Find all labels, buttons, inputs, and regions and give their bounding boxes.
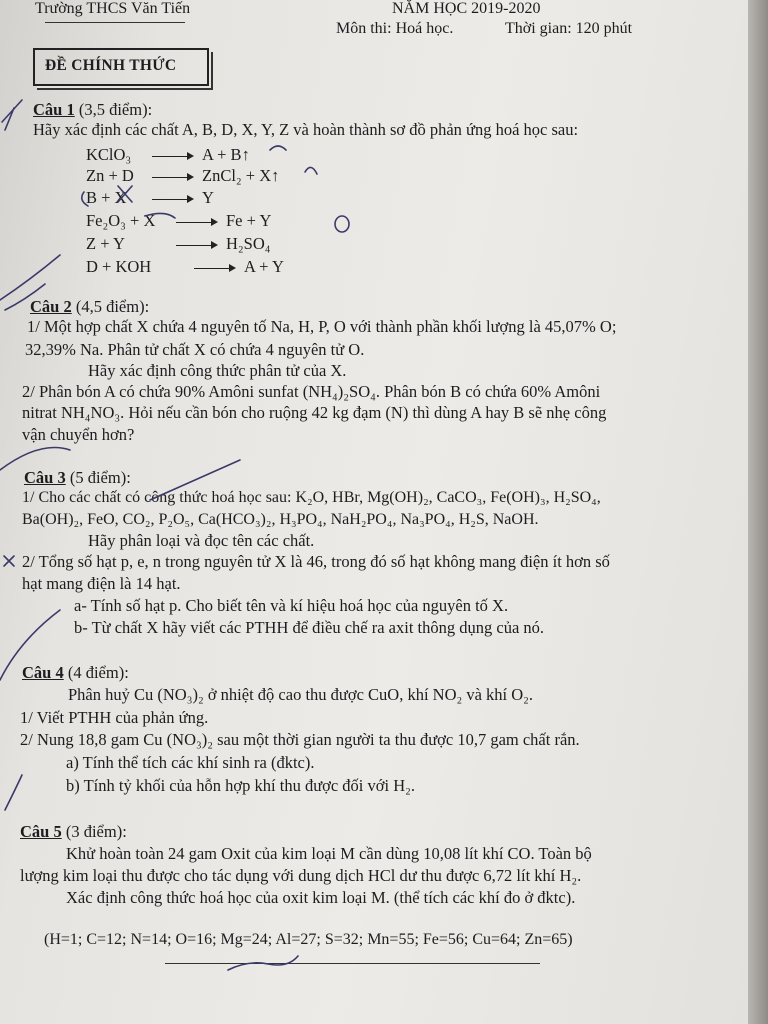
q2-line-2: 32,39% Na. Phân tử chất X có chứa 4 nguyên tử O. [25,340,365,359]
q5-line-1: Khử hoàn toàn 24 gam Oxit của kim loại M cần dùng 10,08 lít khí CO. Toàn bộ [66,844,592,863]
reaction-6: D + KOH A + Y [86,257,284,276]
q2-title: Câu 2 [30,297,72,316]
reaction-3: B + X Y [86,188,214,207]
reaction-2: Zn + D ZnCl₂ + X↑ [86,166,280,185]
reaction-4: Fe₂O₃ + X Fe + Y [86,211,272,230]
q5-line-3: Xác định công thức hoá học của oxit kim loại M. (thể tích các khí đo ở đktc). [66,888,576,907]
school-name: Trường THCS Văn Tiến [35,0,191,17]
q3-line-3: Hãy phân loại và đọc tên các chất. [88,531,315,550]
atomic-masses: (H=1; C=12; N=14; O=16; Mg=24; Al=27; S=32; Mn=55; Fe=56; Cu=64; Zn=65) [44,931,573,948]
q2-line-5: nitrat NH₄NO₃. Hỏi nếu cần bón cho ruộng 42 kg đạm (N) thì dùng A hay B sẽ nhẹ công [22,403,607,422]
reaction-5: Z + Y H₂SO₄ [86,234,271,253]
q3-title: Câu 3 [24,468,66,487]
q2-line-6: vận chuyển hơn? [22,425,135,444]
q4-line-5: b) Tính tỷ khối của hỗn hợp khí thu được đối với H₂. [66,776,415,795]
q1-heading [33,101,152,120]
exam-subject: Môn thi: Hoá học. [336,20,454,37]
q3-points: (5 điểm): [69,468,131,487]
q1-title: Câu 1 [33,100,75,119]
page-edge-shadow [748,0,768,1024]
q3-line-2: Ba(OH)₂, FeO, CO₂, P₂O₅, Ca(HCO₃)₂, H₃PO₄, NaH₂PO₄, Na₃PO₄, H₂S, NaOH. [22,511,539,528]
official-label: ĐỀ CHÍNH THỨC [45,57,177,74]
q2-points: (4,5 điểm): [75,297,150,316]
reaction-arrow [152,151,194,161]
q4-line-1: Phân huỷ Cu (NO₃)₂ ở nhiệt độ cao thu được CuO, khí NO₂ và khí O₂. [68,685,534,704]
q4-line-4: a) Tính thể tích các khí sinh ra (đktc). [66,753,315,772]
q5-line-2: lượng kim loại thu được cho tác dụng với dung dịch HCl dư thu được 6,72 lít khí H₂. [20,866,582,885]
q1-intro: Hãy xác định các chất A, B, D, X, Y, Z và hoàn thành sơ đồ phản ứng hoá học sau: [33,120,579,139]
reaction-arrow [176,217,218,227]
q3-line-5: hạt mang điện là 14 hạt. [22,574,181,593]
reaction-arrow [152,172,194,182]
exam-time: Thời gian: 120 phút [505,20,633,37]
reaction-arrow [152,194,194,204]
q3-heading [24,469,131,488]
q2-line-3: Hãy xác định công thức phân tử của X. [88,361,347,380]
q4-line-2: 1/ Viết PTHH của phản ứng. [20,708,209,727]
q4-title: Câu 4 [22,663,64,682]
q4-line-3: 2/ Nung 18,8 gam Cu (NO₃)₂ sau một thời gian người ta thu được 10,7 gam chất rắn. [20,730,580,749]
q2-heading [30,298,149,317]
q3-line-7: b- Từ chất X hãy viết các PTHH để điều chế ra axit thông dụng của nó. [74,618,545,637]
q4-points: (4 điểm): [67,663,129,682]
q5-points: (3 điểm): [65,822,127,841]
footer-rule [165,963,540,964]
reaction-1: KClO₃ A + B↑ [86,145,250,164]
q2-line-4: 2/ Phân bón A có chứa 90% Amôni sunfat (NH₄)₂SO₄. Phân bón B có chứa 60% Amôni [22,382,601,401]
q3-line-6: a- Tính số hạt p. Cho biết tên và kí hiệu hoá học của nguyên tố X. [74,596,509,615]
reaction-arrow [176,240,218,250]
q1-points: (3,5 điểm): [78,100,153,119]
reaction-arrow [194,263,236,273]
q4-heading [22,664,129,683]
school-year: NĂM HỌC 2019-2020 [392,0,541,17]
school-underline [45,22,185,23]
q5-heading [20,823,127,842]
q3-line-1: 1/ Cho các chất có công thức hoá học sau: K₂O, HBr, Mg(OH)₂, CaCO₃, Fe(OH)₃, H₂SO₄, [22,489,601,506]
q2-line-1: 1/ Một hợp chất X chứa 4 nguyên tố Na, H, P, O với thành phần khối lượng là 45,07% O; [27,317,617,336]
q5-title: Câu 5 [20,822,62,841]
q3-line-4: 2/ Tổng số hạt p, e, n trong nguyên tử X là 46, trong đó số hạt không mang điện ít hơn số [22,552,610,571]
